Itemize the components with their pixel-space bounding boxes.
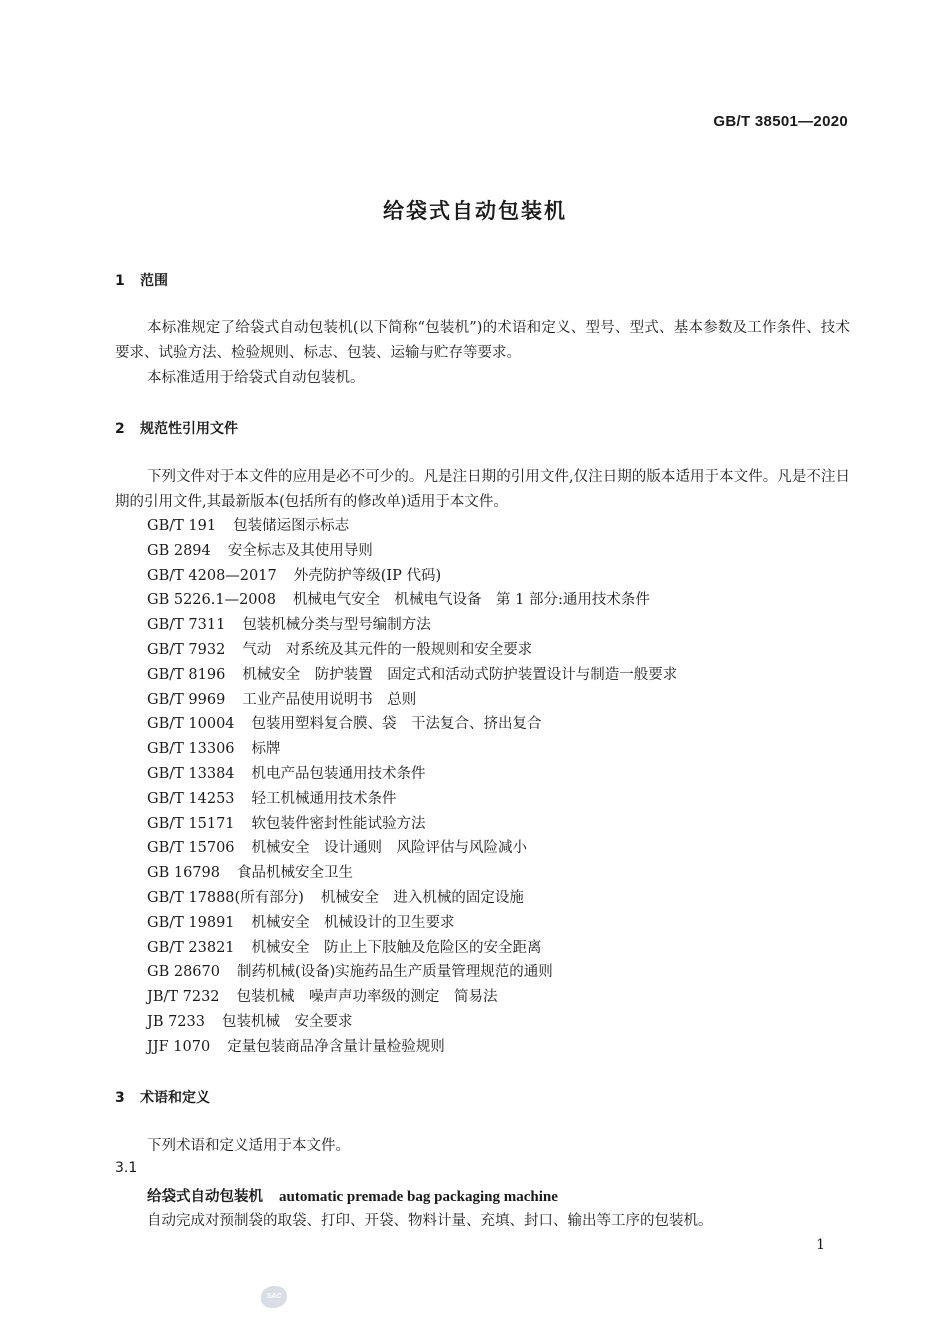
reference-title: 包装机械 安全要求	[221, 1013, 353, 1030]
reference-list	[147, 514, 677, 1060]
reference-title: 外壳防护等级(IP 代码)	[293, 567, 442, 584]
page-number: 1	[816, 1237, 825, 1253]
term-english: automatic premade bag packaging machine	[279, 1189, 558, 1205]
reference-item	[147, 861, 677, 886]
reference-code: GB/T 4208—2017	[147, 567, 277, 584]
standard-code: GB/T 38501—2020	[713, 113, 848, 130]
section-heading-normative-refs	[115, 418, 238, 438]
reference-item	[147, 911, 677, 936]
reference-title: 机械电气安全 机械电气设备 第 1 部分:通用技术条件	[293, 592, 650, 609]
reference-title: 机械安全 防护装置 固定式和活动式防护装置设计与制造一般要求	[242, 666, 678, 683]
reference-item	[147, 762, 677, 787]
reference-code: GB/T 7311	[147, 617, 226, 634]
reference-title: 包装机械 噪声声功率级的测定 简易法	[236, 989, 498, 1006]
reference-code: GB/T 19891	[147, 914, 235, 931]
reference-item	[147, 1035, 677, 1060]
reference-item	[147, 812, 677, 837]
reference-code: GB 16798	[147, 865, 220, 882]
reference-title: 机械安全 进入机械的固定设施	[320, 889, 524, 906]
reference-code: GB/T 10004	[147, 716, 235, 733]
reference-item	[147, 737, 677, 762]
term-definition: 自动完成对预制袋的取袋、打印、开袋、物料计量、充填、封口、输出等工序的包装机。	[147, 1213, 713, 1229]
reference-item	[147, 638, 677, 663]
reference-item	[147, 985, 677, 1010]
reference-item	[147, 564, 677, 589]
reference-item	[147, 688, 677, 713]
term-entry	[147, 1185, 558, 1206]
reference-item	[147, 960, 677, 985]
reference-item	[147, 712, 677, 737]
section-heading-terms	[115, 1087, 210, 1107]
reference-code: JB/T 7232	[147, 989, 220, 1006]
reference-code: GB/T 15171	[147, 815, 235, 832]
section-title: 术语和定义	[140, 1090, 210, 1106]
reference-title: 包装机械分类与型号编制方法	[242, 617, 431, 634]
reference-code: GB/T 14253	[147, 790, 235, 807]
sac-logo-icon: SAC	[261, 1286, 287, 1308]
reference-item	[147, 539, 677, 564]
reference-item	[147, 836, 677, 861]
reference-code: JB 7233	[147, 1013, 205, 1030]
terms-intro: 下列术语和定义适用于本文件。	[147, 1138, 350, 1154]
reference-title: 制药机械(设备)实施药品生产质量管理规范的通则	[236, 964, 553, 981]
section-number: 3	[115, 1090, 125, 1106]
reference-title: 机械安全 机械设计的卫生要求	[251, 914, 455, 931]
reference-code: GB/T 13384	[147, 765, 235, 782]
reference-item	[147, 613, 677, 638]
reference-title: 机械安全 防止上下肢触及危险区的安全距离	[251, 939, 542, 956]
reference-code: GB/T 191	[147, 518, 217, 534]
section-number: 2	[115, 421, 125, 437]
reference-title: 气动 对系统及其元件的一般规则和安全要求	[242, 641, 533, 658]
document-title: 给袋式自动包装机	[383, 199, 567, 223]
section-number: 1	[115, 273, 125, 289]
reference-code: GB/T 9969	[147, 691, 226, 708]
reference-code: GB 28670	[147, 964, 220, 981]
reference-title: 标牌	[251, 741, 281, 758]
normative-refs-intro: 下列文件对于本文件的应用是必不可少的。凡是注日期的引用文件,仅注日期的版本适用于本文件。凡是不注日期的引用文件,其最新版本(包括所有的修改单)适用于本文件。	[115, 469, 850, 510]
reference-title: 安全标志及其使用导则	[227, 542, 373, 559]
reference-title: 工业产品使用说明书 总则	[242, 691, 417, 708]
reference-title: 轻工机械通用技术条件	[251, 790, 397, 807]
reference-item	[147, 1010, 677, 1035]
reference-title: 包装用塑料复合膜、袋 干法复合、挤出复合	[251, 716, 542, 733]
reference-code: GB/T 15706	[147, 840, 235, 857]
reference-title: 机电产品包装通用技术条件	[251, 765, 426, 782]
reference-item	[147, 588, 677, 613]
reference-item	[147, 514, 677, 539]
section-title: 规范性引用文件	[140, 421, 238, 437]
reference-code: GB/T 8196	[147, 666, 226, 683]
reference-title: 软包装件密封性能试验方法	[251, 815, 426, 832]
reference-code: GB/T 17888(所有部分)	[147, 889, 304, 906]
reference-code: GB/T 13306	[147, 741, 235, 758]
reference-code: GB 2894	[147, 542, 211, 559]
reference-title: 食品机械安全卫生	[236, 865, 353, 882]
scope-paragraph-2: 本标准适用于给袋式自动包装机。	[147, 370, 365, 386]
reference-title: 包装储运图示标志	[233, 518, 350, 534]
reference-item	[147, 936, 677, 961]
reference-title: 机械安全 设计通则 风险评估与风险减小	[251, 840, 528, 857]
reference-code: GB/T 23821	[147, 939, 235, 956]
term-entry-number: 3.1	[115, 1160, 138, 1176]
reference-item	[147, 663, 677, 688]
reference-code: GB 5226.1—2008	[147, 592, 276, 609]
term-chinese: 给袋式自动包装机	[147, 1189, 263, 1205]
scope-paragraph-1: 本标准规定了给袋式自动包装机(以下简称“包装机”)的术语和定义、型号、型式、基本参数及工作条件、技术要求、试验方法、检验规则、标志、包装、运输与贮存等要求。	[115, 320, 850, 361]
reference-item	[147, 787, 677, 812]
reference-code: JJF 1070	[147, 1038, 211, 1055]
reference-code: GB/T 7932	[147, 641, 226, 658]
reference-item	[147, 886, 677, 911]
section-title: 范围	[140, 273, 168, 289]
section-heading-scope	[115, 270, 168, 290]
reference-title: 定量包装商品净含量计量检验规则	[227, 1038, 445, 1055]
